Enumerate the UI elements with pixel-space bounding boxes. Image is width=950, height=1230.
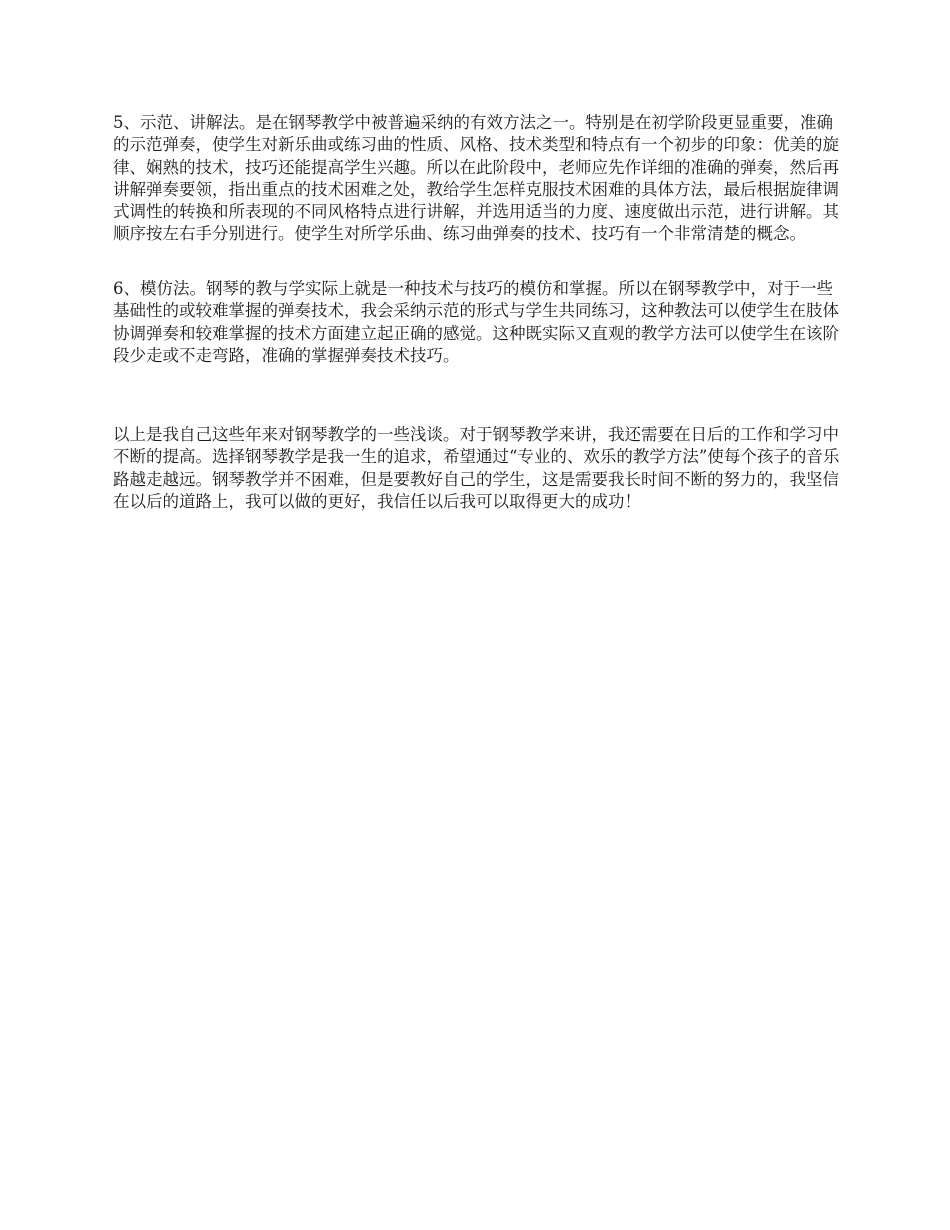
paragraph-imitation-method: 6、模仿法。钢琴的教与学实际上就是一种技术与技巧的模仿和掌握。所以在钢琴教学中，对于一些基础性的或较难掌握的弹奏技术，我会采纳示范的形式与学生共同练习，这种教法可以使学生在肢体协调弹奏和较难掌握的技术方面建立起正确的感觉。这种既实际又直观的教学方法可以使学生在该阶段少走或不走弯路，准确的掌握弹奏技术技巧。 [113,279,839,365]
paragraph-conclusion: 以上是我自己这些年来对钢琴教学的一些浅谈。对于钢琴教学来讲，我还需要在日后的工作和学习中不断的提高。选择钢琴教学是我一生的追求，希望通过“专业的、欢乐的教学方法”使每个孩子的音乐路越走越远。钢琴教学并不困难，但是要教好自己的学生，这是需要我长时间不断的努力的，我坚信在以后的道路上，我可以做的更好，我信任以后我可以取得更大的成功！ [113,425,840,511]
paragraph-demonstration-method: 5、示范、讲解法。是在钢琴教学中被普遍采纳的有效方法之一。特别是在初学阶段更显重要，准确的示范弹奏，使学生对新乐曲或练习曲的性质、风格、技术类型和特点有一个初步的印象：优美的旋律、娴熟的技术，技巧还能提高学生兴趣。所以在此阶段中，老师应先作详细的准确的弹奏，然后再讲解弹奏要领，指出重点的技术困难之处，教给学生怎样克服技术困难的具体方法，最后根据旋律调式调性的转换和所表现的不同风格特点进行讲解，并选用适当的力度、速度做出示范，进行讲解。其顺序按左右手分别进行。使学生对所学乐曲、练习曲弹奏的技术、技巧有一个非常清楚的概念。 [113,113,839,244]
